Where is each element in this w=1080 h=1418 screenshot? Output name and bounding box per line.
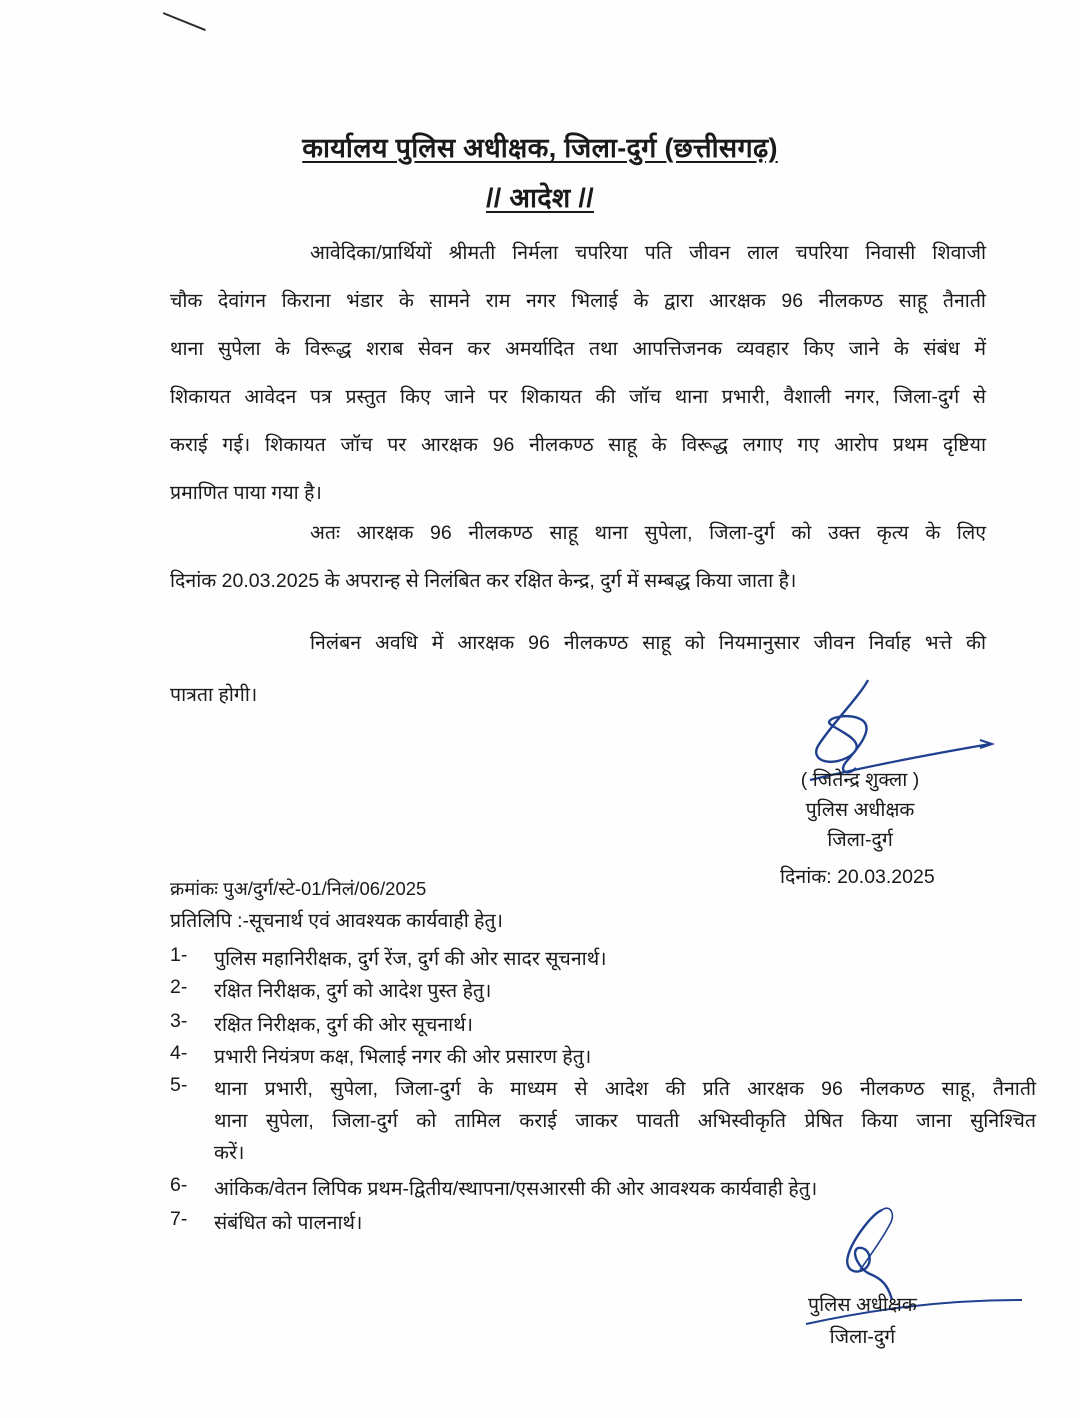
list-item-number: 4- bbox=[170, 1042, 188, 1064]
text-line: पात्रता होगी। bbox=[170, 684, 258, 706]
list-item-text: पुलिस महानिरीक्षक, दुर्ग रेंज, दुर्ग की ओर सादर सूचनार्थ। bbox=[214, 948, 607, 970]
text-line: अतः आरक्षक 96 नीलकण्ठ साहू थाना सुपेला, जिला-दुर्ग को उक्त कृत्य के लिए bbox=[310, 522, 986, 544]
list-item-text: थाना प्रभारी, सुपेला, जिला-दुर्ग के माध्यम से आदेश की प्रति आरक्षक 96 नीलकण्ठ साहू, तैनाती bbox=[214, 1078, 1036, 1100]
text-line: थाना सुपेला के विरूद्ध शराब सेवन कर अमर्यादित तथा आपत्तिजनक व्यवहार किए जाने के संबंध में bbox=[170, 338, 986, 360]
text-line: कराई गई। शिकायत जॉच पर आरक्षक 96 नीलकण्ठ साहू के विरूद्ध लगाए गए आरोप प्रथम दृष्टिया bbox=[170, 434, 986, 456]
list-item-number: 6- bbox=[170, 1174, 188, 1196]
office-title bbox=[0, 128, 1080, 165]
list-item-text: प्रभारी नियंत्रण कक्ष, भिलाई नगर की ओर प्रसारण हेतु। bbox=[214, 1046, 592, 1068]
list-item-text: आंकिक/वेतन लिपिक प्रथम-द्वितीय/स्थापना/एसआरसी की ओर आवश्यक कार्यवाही हेतु। bbox=[214, 1178, 818, 1200]
copy-signatory-district: जिला-दुर्ग bbox=[829, 1326, 896, 1348]
signatory-block bbox=[760, 765, 960, 855]
list-item-text: रक्षित निरीक्षक, दुर्ग को आदेश पुस्त हेतु। bbox=[214, 980, 492, 1002]
copy-to-heading: प्रतिलिपि :-सूचनार्थ एवं आवश्यक कार्यवाही हेतु। bbox=[170, 910, 504, 932]
text-line: आवेदिका/प्रार्थियों श्रीमती निर्मला चपरिया पति जीवन लाल चपरिया निवासी शिवाजी bbox=[310, 242, 986, 264]
pen-mark bbox=[163, 12, 206, 31]
text-line: दिनांक 20.03.2025 के अपरान्ह से निलंबित कर रक्षित केन्द्र, दुर्ग में सम्बद्ध किया जाता है। bbox=[170, 570, 797, 592]
signatory-district: जिला-दुर्ग bbox=[827, 829, 893, 851]
list-item-text: संबंधित को पालनार्थ। bbox=[214, 1212, 363, 1234]
text-line: निलंबन अवधि में आरक्षक 96 नीलकण्ठ साहू को नियमानुसार जीवन निर्वाह भत्ते की bbox=[310, 632, 986, 654]
copy-signatory-block bbox=[808, 1290, 917, 1354]
signatory-designation: पुलिस अधीक्षक bbox=[805, 799, 915, 821]
text-line: चौक देवांगन किराना भंडार के सामने राम नगर भिलाई के द्वारा आरक्षक 96 नीलकण्ठ साहू तैनाती bbox=[170, 290, 986, 312]
list-item-number: 7- bbox=[170, 1208, 188, 1230]
copy-signatory-designation: पुलिस अधीक्षक bbox=[808, 1294, 917, 1316]
order-heading-text: // आदेश // bbox=[486, 183, 594, 213]
list-item-text: करें। bbox=[214, 1142, 245, 1164]
list-item-number: 3- bbox=[170, 1010, 188, 1032]
text-line: प्रमाणित पाया गया है। bbox=[170, 482, 322, 504]
order-heading bbox=[0, 178, 1080, 215]
list-item-number: 1- bbox=[170, 944, 188, 966]
list-item-number: 2- bbox=[170, 976, 188, 998]
order-date: दिनांक: 20.03.2025 bbox=[780, 866, 935, 888]
office-title-text: कार्यालय पुलिस अधीक्षक, जिला-दुर्ग (छत्तीसगढ़) bbox=[302, 133, 778, 163]
list-item-text: थाना सुपेला, जिला-दुर्ग को तामिल कराई जाकर पावती अभिस्वीकृति प्रेषित किया जाना सुनिश्चित bbox=[214, 1110, 1036, 1132]
signatory-name: ( जितेन्द्र शुक्ला ) bbox=[800, 769, 920, 791]
reference-number: क्रमांकः पुअ/दुर्ग/स्टे-01/निलं/06/2025 bbox=[170, 878, 427, 899]
list-item-text: रक्षित निरीक्षक, दुर्ग की ओर सूचनार्थ। bbox=[214, 1014, 474, 1036]
list-item-number: 5- bbox=[170, 1074, 188, 1096]
text-line: शिकायत आवेदन पत्र प्रस्तुत किए जाने पर शिकायत की जॉच थाना प्रभारी, वैशाली नगर, जिला-दुर्ग से bbox=[170, 386, 986, 408]
